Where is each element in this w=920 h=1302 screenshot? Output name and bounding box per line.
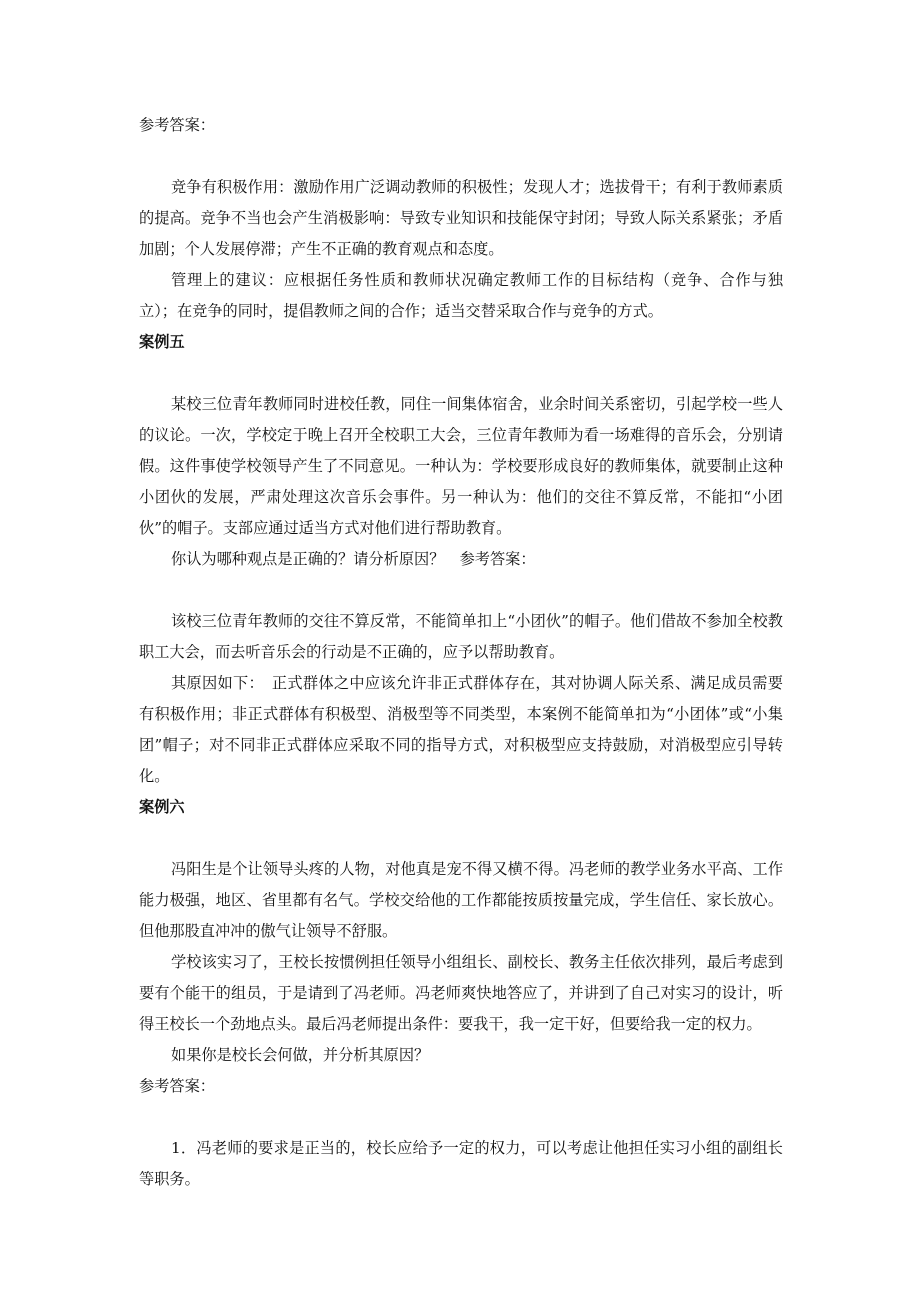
paragraph-case-six-story: 学校该实习了，王校长按惯例担任领导小组组长、副校长、教务主任依次排列，最后考虑到要有个能干的组员，于是请到了冯老师。冯老师爽快地答应了，并讲到了自己对实习的设计，听得王校长一个劲地点头。最后冯老师提出条件：要我干，我一定干好，但要给我一定的权力。: [139, 953, 783, 1033]
answer-label: 参考答案：: [139, 116, 215, 134]
paragraph-competition-effects: 竞争有积极作用：激励作用广泛调动教师的积极性；发现人才；选拔骨干；有利于教师素质的提高。竞争不当也会产生消极影响：导致专业知识和技能保守封闭；导致人际关系紧张；矛盾加剧；个人发展停滞；产生不正确的教育观点和态度。: [139, 178, 783, 258]
case-five-heading: 案例五: [139, 333, 185, 351]
case-six-heading: 案例六: [139, 798, 185, 816]
paragraph-case-six-answer-1: 1．冯老师的要求是正当的，校长应给予一定的权力，可以考虑让他担任实习小组的副组长等职务。: [139, 1139, 783, 1188]
paragraph-case-five-story: 某校三位青年教师同时进校任教，同住一间集体宿舍，业余时间关系密切，引起学校一些人的议论。一次，学校定于晚上召开全校职工大会，三位青年教师为看一场难得的音乐会，分别请假。这件事使学校领导产生了不同意见。一种认为：学校要形成良好的教师集体，就要制止这种小团伙的发展，严肃处理这次音乐会事件。另一种认为：他们的交往不算反常，不能扣“小团伙”的帽子。支部应通过适当方式对他们进行帮助教育。: [139, 395, 783, 537]
paragraph-case-five-answer: 该校三位青年教师的交往不算反常，不能简单扣上“小团伙”的帽子。他们借故不参加全校教职工大会，而去听音乐会的行动是不正确的，应予以帮助教育。: [139, 612, 783, 661]
paragraph-case-six-question: 如果你是校长会何做，并分析其原因？: [171, 1046, 430, 1064]
paragraph-case-six-intro: 冯阳生是个让领导头疼的人物，对他真是宠不得又横不得。冯老师的教学业务水平高、工作能力极强，地区、省里都有名气。学校交给他的工作都能按质按量完成，学生信任、家长放心。但他那股直冲冲的傲气让领导不舒服。: [139, 860, 783, 940]
paragraph-management-advice: 管理上的建议：应根据任务性质和教师状况确定教师工作的目标结构（竞争、合作与独立）；在竞争的同时，提倡教师之间的合作；适当交替采取合作与竞争的方式。: [139, 271, 783, 320]
answer-label-2: 参考答案：: [139, 1077, 215, 1095]
paragraph-case-five-reasons: 其原因如下： 正式群体之中应该允许非正式群体存在，其对协调人际关系、满足成员需要有积极作用；非正式群体有积极型、消极型等不同类型，本案例不能简单扣为“小团体”或“小集团”帽子；对不同非正式群体应采取不同的指导方式，对积极型应支持鼓励，对消极型应引导转化。: [139, 674, 783, 785]
paragraph-case-five-question: 你认为哪种观点是正确的？请分析原因？ 参考答案：: [171, 550, 536, 568]
